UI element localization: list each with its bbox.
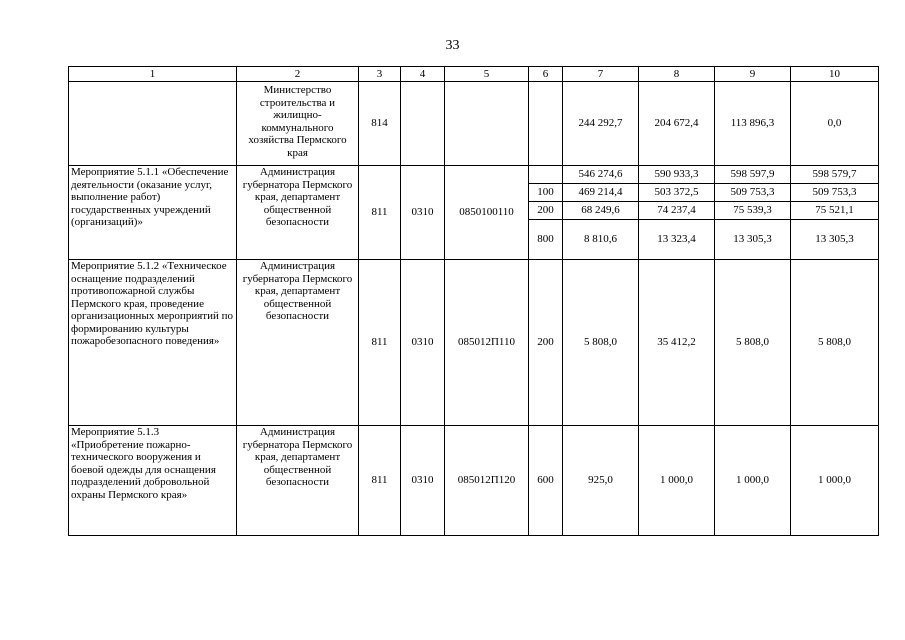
- budget-table: [68, 66, 879, 536]
- table-cell: 0310: [401, 166, 445, 260]
- table-cell: 200: [529, 202, 563, 220]
- table-cell: 598 579,7: [791, 166, 879, 184]
- col-header-8: 8: [639, 67, 715, 82]
- table-cell: 1 000,0: [791, 426, 879, 536]
- col-header-1: 1: [69, 67, 237, 82]
- table-cell: 600: [529, 426, 563, 536]
- table-cell: 35 412,2: [639, 260, 715, 426]
- col-header-10: 10: [791, 67, 879, 82]
- table-cell: 503 372,5: [639, 184, 715, 202]
- table-cell: 244 292,7: [563, 82, 639, 166]
- header-row: [69, 67, 879, 82]
- table-cell: 13 305,3: [791, 220, 879, 260]
- table-cell: 811: [359, 426, 401, 536]
- table-cell: 68 249,6: [563, 202, 639, 220]
- table-cell: 811: [359, 260, 401, 426]
- table-cell: 8 810,6: [563, 220, 639, 260]
- table-row: [69, 260, 879, 426]
- table-cell: 590 933,3: [639, 166, 715, 184]
- table-row: [69, 426, 879, 536]
- measure-name-cell: Мероприятие 5.1.2 «Техническое оснащение подразделений противопожарной службы Пермского края, проведение организационных мероприятий по формированию культуры пожаробезопасного поведения»: [69, 260, 237, 426]
- col-header-4: 4: [401, 67, 445, 82]
- table-cell: 5 808,0: [563, 260, 639, 426]
- table-cell: 0310: [401, 426, 445, 536]
- table-cell: 085012П120: [445, 426, 529, 536]
- table-cell: 204 672,4: [639, 82, 715, 166]
- table-cell: [529, 166, 563, 184]
- executor-cell: Министерство строительства и жилищно-коммунального хозяйства Пермского края: [237, 82, 359, 166]
- table-cell: 74 237,4: [639, 202, 715, 220]
- executor-cell: Администрация губернатора Пермского края, департамент общественной безопасности: [237, 166, 359, 260]
- col-header-2: 2: [237, 67, 359, 82]
- table-cell: 13 323,4: [639, 220, 715, 260]
- table-cell: 200: [529, 260, 563, 426]
- col-header-5: 5: [445, 67, 529, 82]
- table-cell: 75 539,3: [715, 202, 791, 220]
- table-cell: [69, 82, 237, 166]
- table-row: [69, 82, 879, 166]
- col-header-6: 6: [529, 67, 563, 82]
- table-cell: 5 808,0: [715, 260, 791, 426]
- table-cell: 469 214,4: [563, 184, 639, 202]
- table-row: [69, 166, 879, 184]
- table-cell: 925,0: [563, 426, 639, 536]
- table-cell: [401, 82, 445, 166]
- table-cell: 598 597,9: [715, 166, 791, 184]
- table-cell: 5 808,0: [791, 260, 879, 426]
- table-cell: 1 000,0: [715, 426, 791, 536]
- table-cell: 0850100110: [445, 166, 529, 260]
- table-cell: 0,0: [791, 82, 879, 166]
- table-cell: 100: [529, 184, 563, 202]
- table-cell: 113 896,3: [715, 82, 791, 166]
- measure-name-cell: Мероприятие 5.1.3 «Приобретение пожарно-технического вооружения и боевой одежды для оснащения подразделений добровольной охраны Пермского края»: [69, 426, 237, 536]
- table-cell: 814: [359, 82, 401, 166]
- table-cell: [445, 82, 529, 166]
- executor-cell: Администрация губернатора Пермского края, департамент общественной безопасности: [237, 426, 359, 536]
- table-cell: 546 274,6: [563, 166, 639, 184]
- page-number: 33: [445, 38, 460, 53]
- col-header-9: 9: [715, 67, 791, 82]
- col-header-7: 7: [563, 67, 639, 82]
- table-cell: 085012П110: [445, 260, 529, 426]
- executor-cell: Администрация губернатора Пермского края, департамент общественной безопасности: [237, 260, 359, 426]
- table-cell: 800: [529, 220, 563, 260]
- table-cell: 811: [359, 166, 401, 260]
- measure-name-cell: Мероприятие 5.1.1 «Обеспечение деятельности (оказание услуг, выполнение работ) государственных учреждений (организаций)»: [69, 166, 237, 260]
- table-cell: 75 521,1: [791, 202, 879, 220]
- table-cell: 509 753,3: [715, 184, 791, 202]
- table-cell: [529, 82, 563, 166]
- table-cell: 509 753,3: [791, 184, 879, 202]
- table-cell: 0310: [401, 260, 445, 426]
- col-header-3: 3: [359, 67, 401, 82]
- table-cell: 13 305,3: [715, 220, 791, 260]
- table-cell: 1 000,0: [639, 426, 715, 536]
